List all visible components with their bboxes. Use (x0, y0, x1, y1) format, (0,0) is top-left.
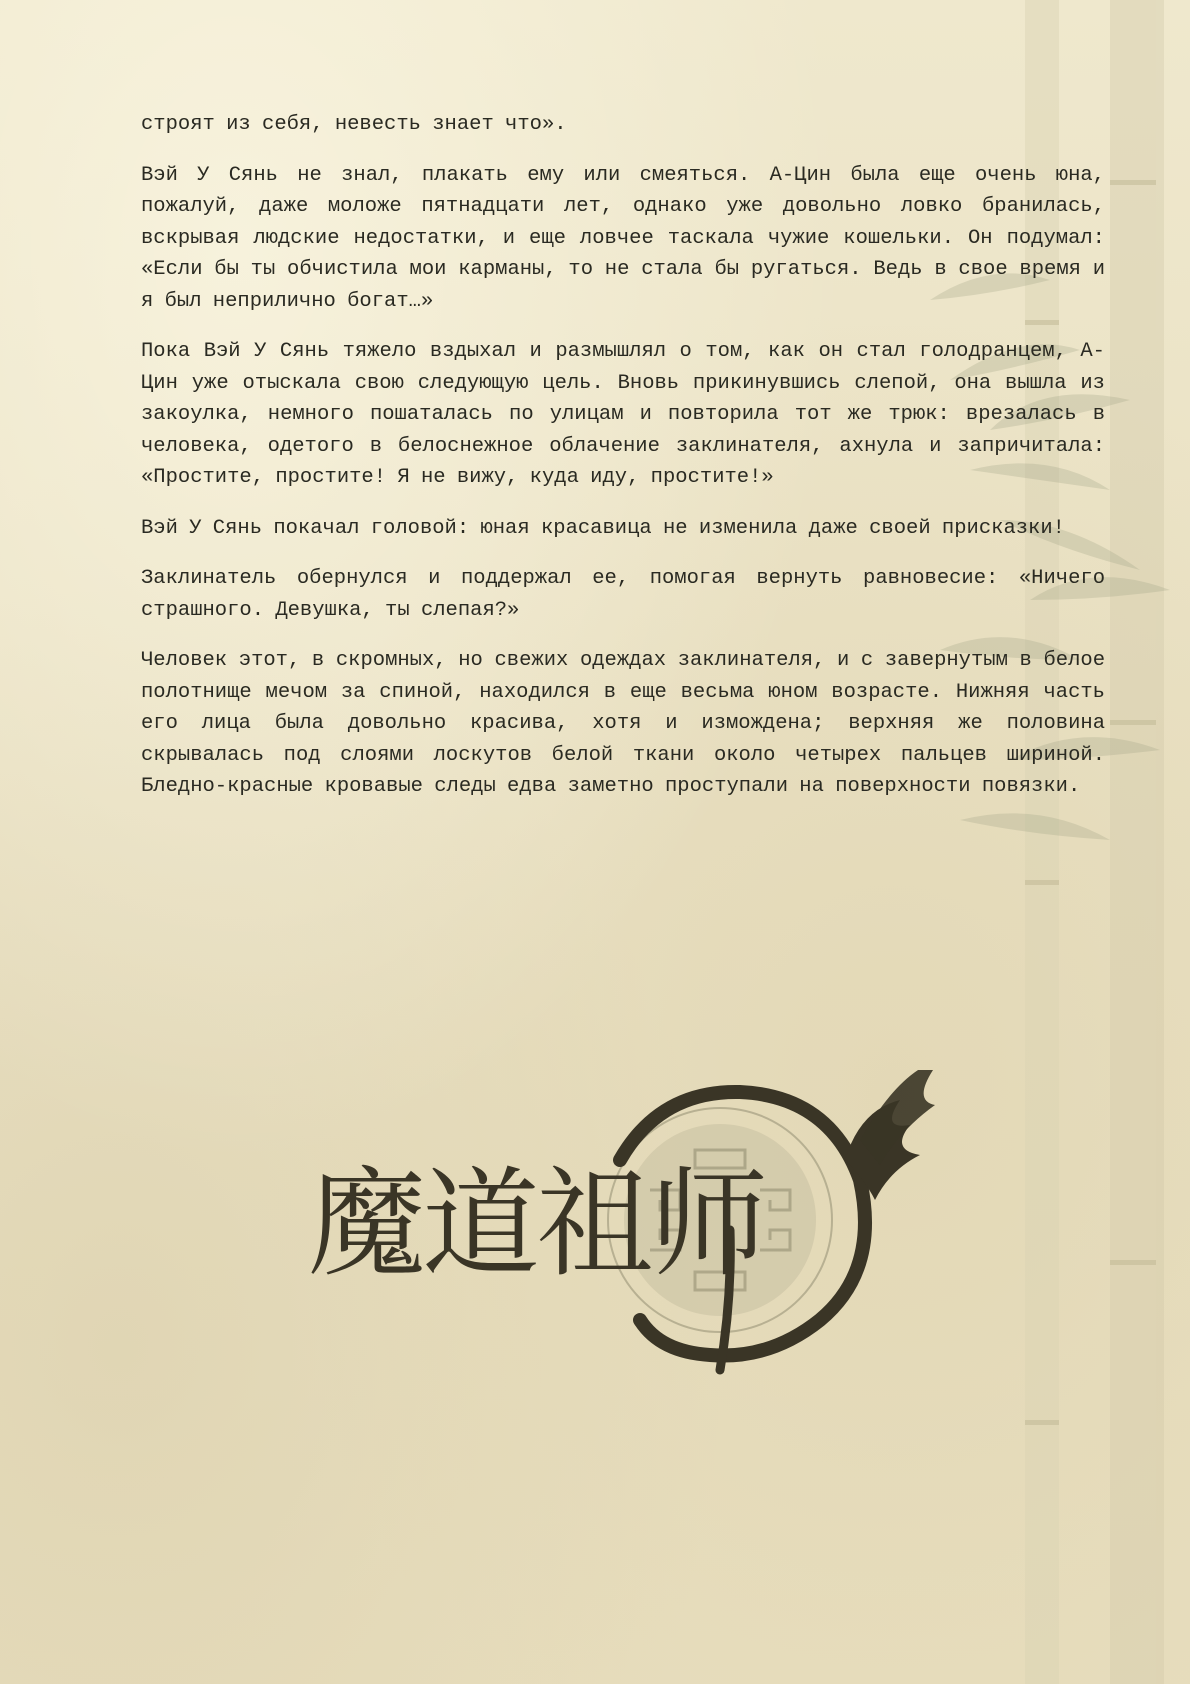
logo-calligraphy: 魔道祖师 (308, 1155, 765, 1293)
paragraph-6: Человек этот, в скромных, но свежих одеждах заклинателя, и с завернутым в белое полотнище мечом за спиной, находился в еще весьма юном возрасте. Нижняя часть его лица была довольно красива, хотя и измождена; верхняя же половина скрывалась под слоями лоскутов белой ткани около четырех пальцев шириной. Бледно-красные кровавые следы едва заметно проступали на поверхности повязки. (141, 649, 1105, 798)
paragraph-5: Заклинатель обернулся и поддержал ее, помогая вернуть равновесие: «Ничего страшного. Девушка, ты слепая?» (141, 567, 1105, 622)
paragraph-2: Вэй У Сянь не знал, плакать ему или смеяться. А-Цин была еще очень юна, пожалуй, даже моложе пятнадцати лет, однако уже довольно ловко бранилась, вскрывая людские недостатки, и еще ловчее таскала чужие кошельки. Он подумал: «Если бы ты обчистила мои карманы, то не стала бы ругаться. Ведь в свое время и я был неприлично богат…» (141, 163, 1105, 313)
paragraph-1: строят из себя, невесть знает что». (141, 113, 567, 136)
text-block (141, 109, 1105, 822)
paragraph-3: Пока Вэй У Сянь тяжело вздыхал и размышлял о том, как он стал голодранцем, А-Цин уже отыскала свою следующую цель. Вновь прикинувшись слепой, она вышла из закоулка, немного пошаталась по улицам и повторила тот же трюк: врезалась в человека, одетого в белоснежное облачение заклинателя, ахнула и запричитала: «Простите, простите! Я не вижу, куда иду, простите!» (141, 340, 1105, 489)
paragraph-4: Вэй У Сянь покачал головой: юная красавица не изменила даже своей присказки! (141, 516, 1065, 540)
calligraphy-logo-icon (300, 1070, 950, 1380)
